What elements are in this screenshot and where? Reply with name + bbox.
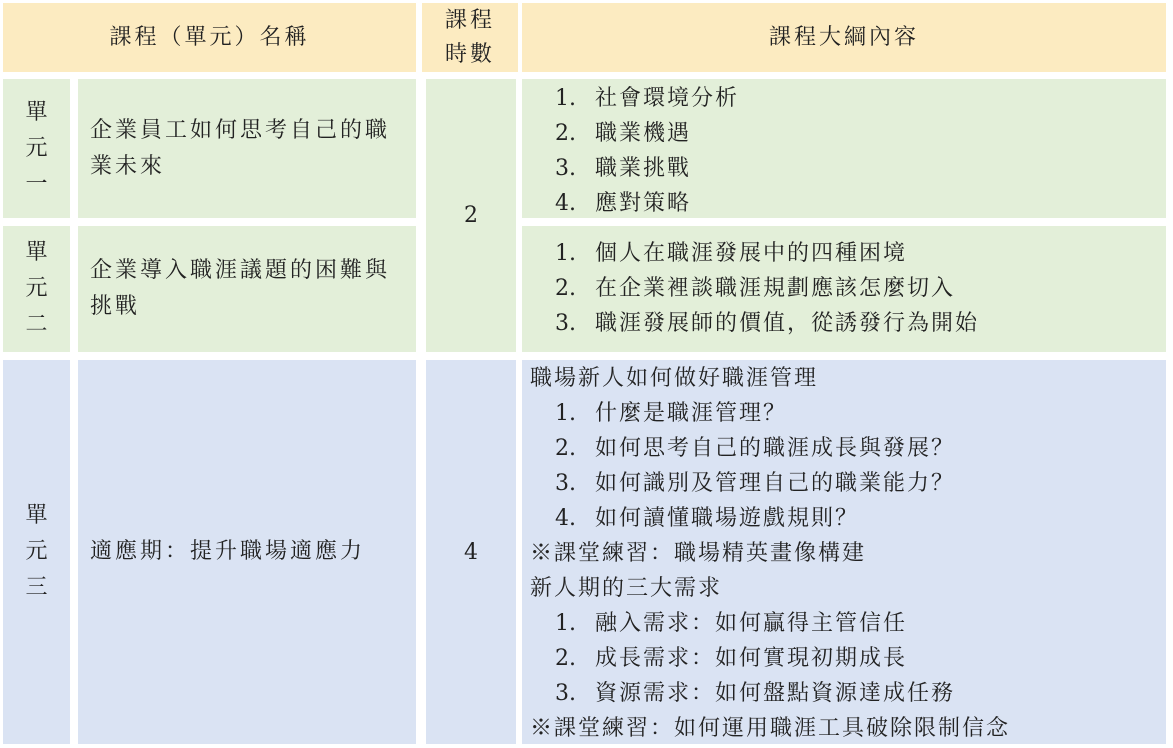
unit-1-label-char: 一 bbox=[25, 171, 48, 197]
exercise-note: ※課堂練習：如何運用職涯工具破除限制信念 bbox=[530, 716, 1011, 741]
outline-item: 3. 如何識別及管理自己的職業能力？ bbox=[555, 471, 956, 496]
unit-1-2-hours: 2 bbox=[426, 79, 516, 352]
outline-item: 1. 個人在職涯發展中的四種困境 bbox=[555, 241, 908, 266]
outline-item: 4. 應對策略 bbox=[555, 191, 692, 216]
header-course-hours bbox=[422, 3, 518, 72]
unit-2-label-char: 單 bbox=[25, 240, 48, 265]
unit-3-hours: 4 bbox=[426, 360, 516, 744]
header-hours-line2: 時數 bbox=[444, 41, 495, 67]
outline-item: 3. 職業挑戰 bbox=[555, 156, 692, 181]
header-course-name: 課程（單元）名稱 bbox=[3, 3, 416, 72]
unit-3-label-char: 元 bbox=[25, 539, 48, 564]
unit-3-outline bbox=[522, 360, 1166, 744]
outline-item: 4. 如何讀懂職場遊戲規則？ bbox=[555, 506, 860, 531]
outline-item: 1. 融入需求：如何贏得主管信任 bbox=[555, 611, 908, 636]
outline-item: 2. 在企業裡談職涯規劃應該怎麼切入 bbox=[555, 276, 956, 301]
section-heading: 新人期的三大需求 bbox=[530, 576, 723, 601]
unit-1-label bbox=[3, 79, 70, 218]
unit-2-label bbox=[3, 226, 70, 352]
outline-item: 3. 資源需求：如何盤點資源達成任務 bbox=[555, 681, 956, 706]
header-hours-line1: 課程 bbox=[444, 7, 495, 33]
unit-1-label-char: 單 bbox=[25, 99, 48, 125]
unit-3-label-char: 三 bbox=[25, 575, 48, 600]
unit-2-label-char: 二 bbox=[25, 312, 48, 337]
unit-1-outline bbox=[522, 79, 1166, 218]
outline-item: 2. 成長需求：如何實現初期成長 bbox=[555, 646, 908, 671]
header-course-outline: 課程大綱內容 bbox=[522, 3, 1166, 72]
unit-2-name-text: 企業導入職涯議題的困難與挑戰 bbox=[90, 258, 391, 319]
outline-item: 1. 社會環境分析 bbox=[555, 86, 740, 111]
unit-1-name bbox=[78, 79, 416, 218]
unit-3-label bbox=[3, 360, 70, 744]
exercise-note: ※課堂練習：職場精英畫像構建 bbox=[530, 541, 867, 566]
unit-1-label-char: 元 bbox=[25, 135, 48, 161]
unit-2-outline bbox=[522, 226, 1166, 352]
outline-item: 1. 什麼是職涯管理？ bbox=[555, 401, 788, 426]
unit-2-name bbox=[78, 226, 416, 352]
unit-1-name-text: 企業員工如何思考自己的職業未來 bbox=[90, 117, 391, 179]
unit-3-name bbox=[78, 360, 416, 744]
outline-item: 3. 職涯發展師的價值，從誘發行為開始 bbox=[555, 311, 980, 336]
outline-item: 2. 如何思考自己的職涯成長與發展？ bbox=[555, 436, 956, 461]
section-heading: 職場新人如何做好職涯管理 bbox=[530, 366, 819, 391]
unit-3-name-text: 適應期：提升職場適應力 bbox=[90, 539, 366, 564]
unit-3-label-char: 單 bbox=[25, 503, 48, 528]
outline-item: 2. 職業機遇 bbox=[555, 121, 692, 146]
unit-2-label-char: 元 bbox=[25, 276, 48, 301]
